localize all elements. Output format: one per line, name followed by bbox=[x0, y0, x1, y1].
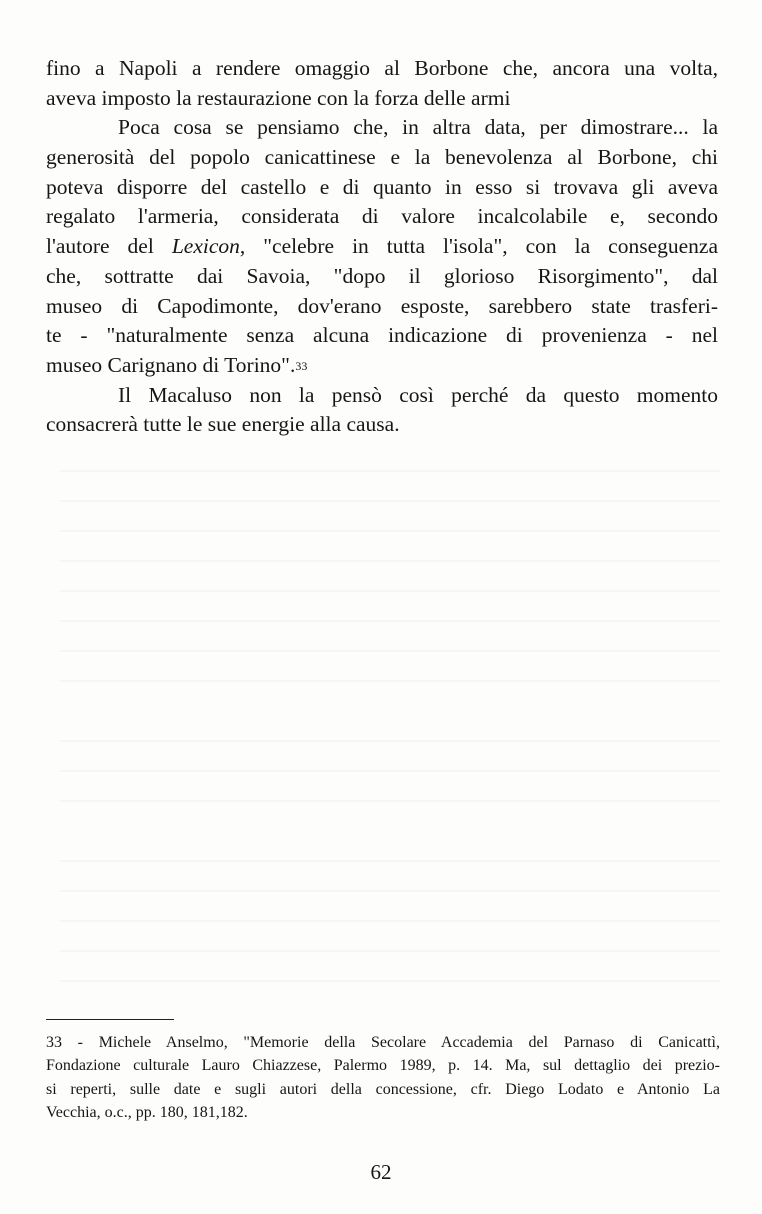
text-fragment: l'autore del bbox=[46, 234, 172, 259]
text-line: poteva disporre del castello e di quanto in esso si trovava gli aveva bbox=[46, 174, 718, 199]
footnote-line: Fondazione culturale Lauro Chiazzese, Palermo 1989, p. 14. Ma, sul dettaglio dei prezio- bbox=[46, 1057, 720, 1075]
text-fragment: , "celebre in tutta l'isola", con la conseguenza bbox=[239, 234, 718, 259]
text-line bbox=[46, 232, 718, 262]
text-line: che, sottratte dai Savoia, "dopo il glorioso Risorgimento", dal bbox=[46, 263, 718, 288]
italic-title: Lexicon bbox=[171, 234, 240, 259]
footnotes bbox=[46, 1031, 720, 1124]
footnote-line: 33 - Michele Anselmo, "Memorie della Secolare Accademia del Parnaso di Canicattì, bbox=[46, 1034, 720, 1051]
text-line: Poca cosa se pensiamo che, in altra data, per dimostrare... la bbox=[118, 115, 718, 140]
text-line bbox=[46, 351, 718, 381]
text-line: te - "naturalmente senza alcuna indicazione di provenienza - nel bbox=[46, 323, 718, 348]
text-line: regalato l'armeria, considerata di valore incalcolabile e, secondo bbox=[46, 204, 718, 229]
text-line: aveva imposto la restaurazione con la forza delle armi bbox=[46, 85, 511, 110]
footnote-line: Vecchia, o.c., pp. 180, 181,182. bbox=[46, 1103, 248, 1121]
text-line: generosità del popolo canicattinese e la benevolenza al Borbone, chi bbox=[46, 145, 718, 170]
body-text bbox=[46, 54, 718, 440]
text-line: museo di Capodimonte, dov'erano esposte, sarebbero state trasferi- bbox=[46, 293, 718, 318]
footnote-separator bbox=[46, 1019, 174, 1020]
text-line: consacrerà tutte le sue energie alla causa. bbox=[46, 412, 400, 437]
text-line: Il Macaluso non la pensò così perché da questo momento bbox=[118, 382, 718, 407]
text-line: fino a Napoli a rendere omaggio al Borbone che, ancora una volta, bbox=[46, 56, 718, 80]
text-fragment: museo Carignano di Torino". bbox=[46, 352, 296, 377]
footnote-line: si reperti, sulle date e sugli autori della concessione, cfr. Diego Lodato e Antonio La bbox=[46, 1080, 720, 1098]
page-number: 62 bbox=[370, 1160, 392, 1184]
footnote-reference: 33 bbox=[295, 358, 308, 373]
